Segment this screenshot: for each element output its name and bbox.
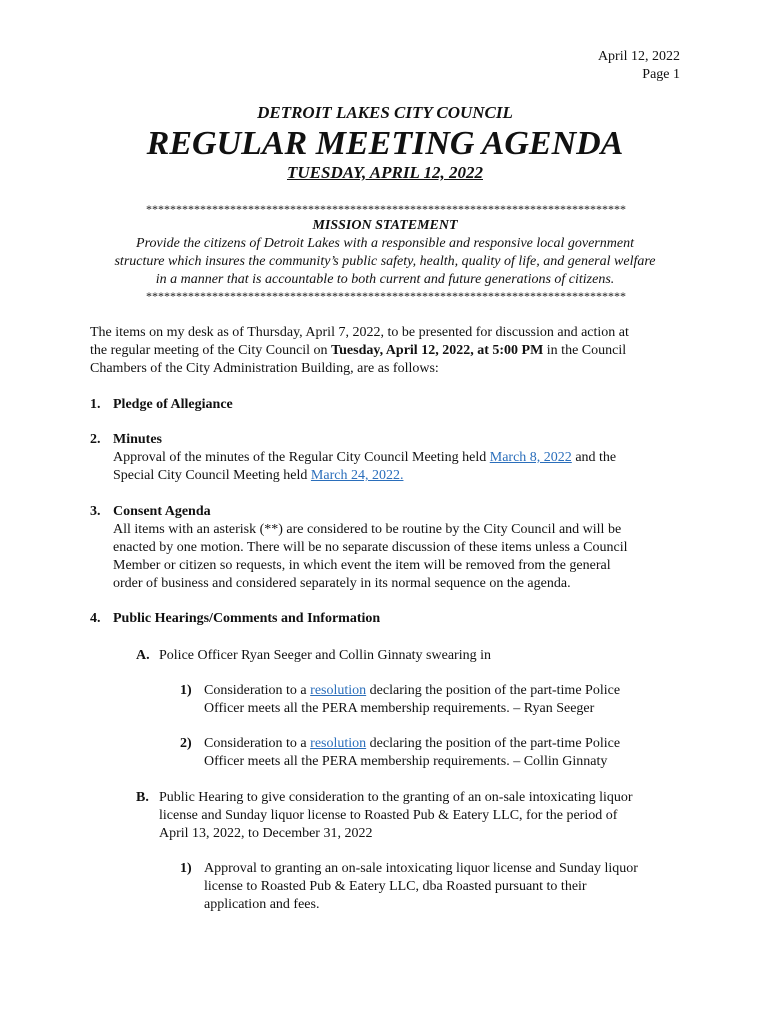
- item-2-number: 2.: [90, 432, 101, 447]
- item-2-line-1: [113, 449, 693, 467]
- resolution-ginnaty-link[interactable]: resolution: [310, 736, 367, 751]
- item-4-number: 4.: [90, 611, 101, 626]
- item-4a-text: Police Officer Ryan Seeger and Collin Ginnaty swearing in: [159, 648, 491, 663]
- meeting-date-title: TUESDAY, APRIL 12, 2022: [286, 163, 483, 182]
- item-1-title: Pledge of Allegiance: [113, 397, 233, 412]
- item-4b-line-2: license and Sunday liquor license to Roasted Pub & Eatery LLC, for the period of: [159, 808, 618, 823]
- intro-line-2-end: in the Council: [543, 343, 627, 358]
- item-4b-line-3: April 13, 2022, to December 31, 2022: [159, 826, 373, 841]
- item-2-line-1-end: and the: [571, 450, 617, 465]
- item-4a-2-line-1: [204, 735, 694, 753]
- item-4b-1-number: 1): [180, 861, 192, 876]
- meeting-datetime: Tuesday, April 12, 2022, at 5:00 PM: [331, 343, 544, 358]
- minutes-march-24-link[interactable]: March 24, 2022.: [310, 468, 404, 483]
- resolution-seeger-link[interactable]: resolution: [310, 683, 367, 698]
- item-3-line-1: All items with an asterisk (**) are considered to be routine by the City Council and will be: [113, 522, 622, 537]
- item-4b-1-line-1: Approval to granting an on-sale intoxicating liquor license and Sunday liquor: [204, 861, 638, 876]
- item-2-line-2-text: Special City Council Meeting held: [113, 468, 311, 483]
- header-page-number: Page 1: [642, 67, 680, 82]
- item-2-line-2: [113, 467, 693, 485]
- item-4a-2-line-2: Officer meets all the PERA membership requirements. – Collin Ginnaty: [204, 754, 608, 769]
- mission-line-1: Provide the citizens of Detroit Lakes with a responsible and responsive local government: [136, 236, 634, 251]
- item-3-title: Consent Agenda: [113, 504, 211, 519]
- item-4b-label: B.: [136, 790, 149, 805]
- item-1-number: 1.: [90, 397, 101, 412]
- item-4b-1-line-2: license to Roasted Pub & Eatery LLC, dba Roasted pursuant to their: [204, 879, 587, 894]
- item-4a-2-number: 2): [180, 736, 192, 751]
- item-3-line-2: enacted by one motion. There will be no separate discussion of these items unless a Council: [113, 540, 628, 555]
- header-date: April 12, 2022: [597, 49, 680, 64]
- mission-line-2: structure which insures the community’s public safety, health, quality of life, and general welfare: [114, 254, 656, 269]
- intro-line-2-start: the regular meeting of the City Council on: [90, 343, 332, 358]
- mission-line-3: in a manner that is accountable to both current and future generations of citizens.: [155, 272, 615, 287]
- item-4b-line-1: Public Hearing to give consideration to the granting of an on-sale intoxicating liquor: [159, 790, 633, 805]
- council-title: DETROIT LAKES CITY COUNCIL: [257, 103, 513, 122]
- item-4a-2-text-end: declaring the position of the part-time Police: [366, 736, 621, 751]
- item-4b-1-line-3: application and fees.: [204, 897, 320, 912]
- item-3-line-4: order of business and considered separately in its normal sequence on the agenda.: [113, 576, 571, 591]
- minutes-march-8-link[interactable]: March 8, 2022: [489, 450, 572, 465]
- item-4-title: Public Hearings/Comments and Information: [113, 611, 381, 626]
- item-4a-1-line-1: [204, 682, 694, 700]
- separator-top: ********************************************************************************: [146, 202, 626, 216]
- item-4a-1-text: Consideration to a: [204, 683, 311, 698]
- item-4a-2-text: Consideration to a: [204, 736, 311, 751]
- item-4a-1-text-end: declaring the position of the part-time Police: [366, 683, 621, 698]
- item-4a-label: A.: [136, 648, 150, 663]
- intro-line-2: [90, 342, 690, 360]
- agenda-title: REGULAR MEETING AGENDA: [146, 125, 624, 162]
- item-4a-1-number: 1): [180, 683, 192, 698]
- item-2-title: Minutes: [113, 432, 162, 447]
- intro-line-1: The items on my desk as of Thursday, April 7, 2022, to be presented for discussion and action at: [90, 325, 629, 340]
- mission-heading: MISSION STATEMENT: [312, 218, 458, 233]
- intro-line-3: Chambers of the City Administration Building, are as follows:: [90, 361, 439, 376]
- separator-bottom: ********************************************************************************: [146, 289, 626, 303]
- item-4a-1-line-2: Officer meets all the PERA membership requirements. – Ryan Seeger: [204, 701, 595, 716]
- item-2-line-1-text: Approval of the minutes of the Regular City Council Meeting held: [113, 450, 490, 465]
- item-3-line-3: Member or citizen so requests, in which event the item will be removed from the general: [113, 558, 611, 573]
- item-3-number: 3.: [90, 504, 101, 519]
